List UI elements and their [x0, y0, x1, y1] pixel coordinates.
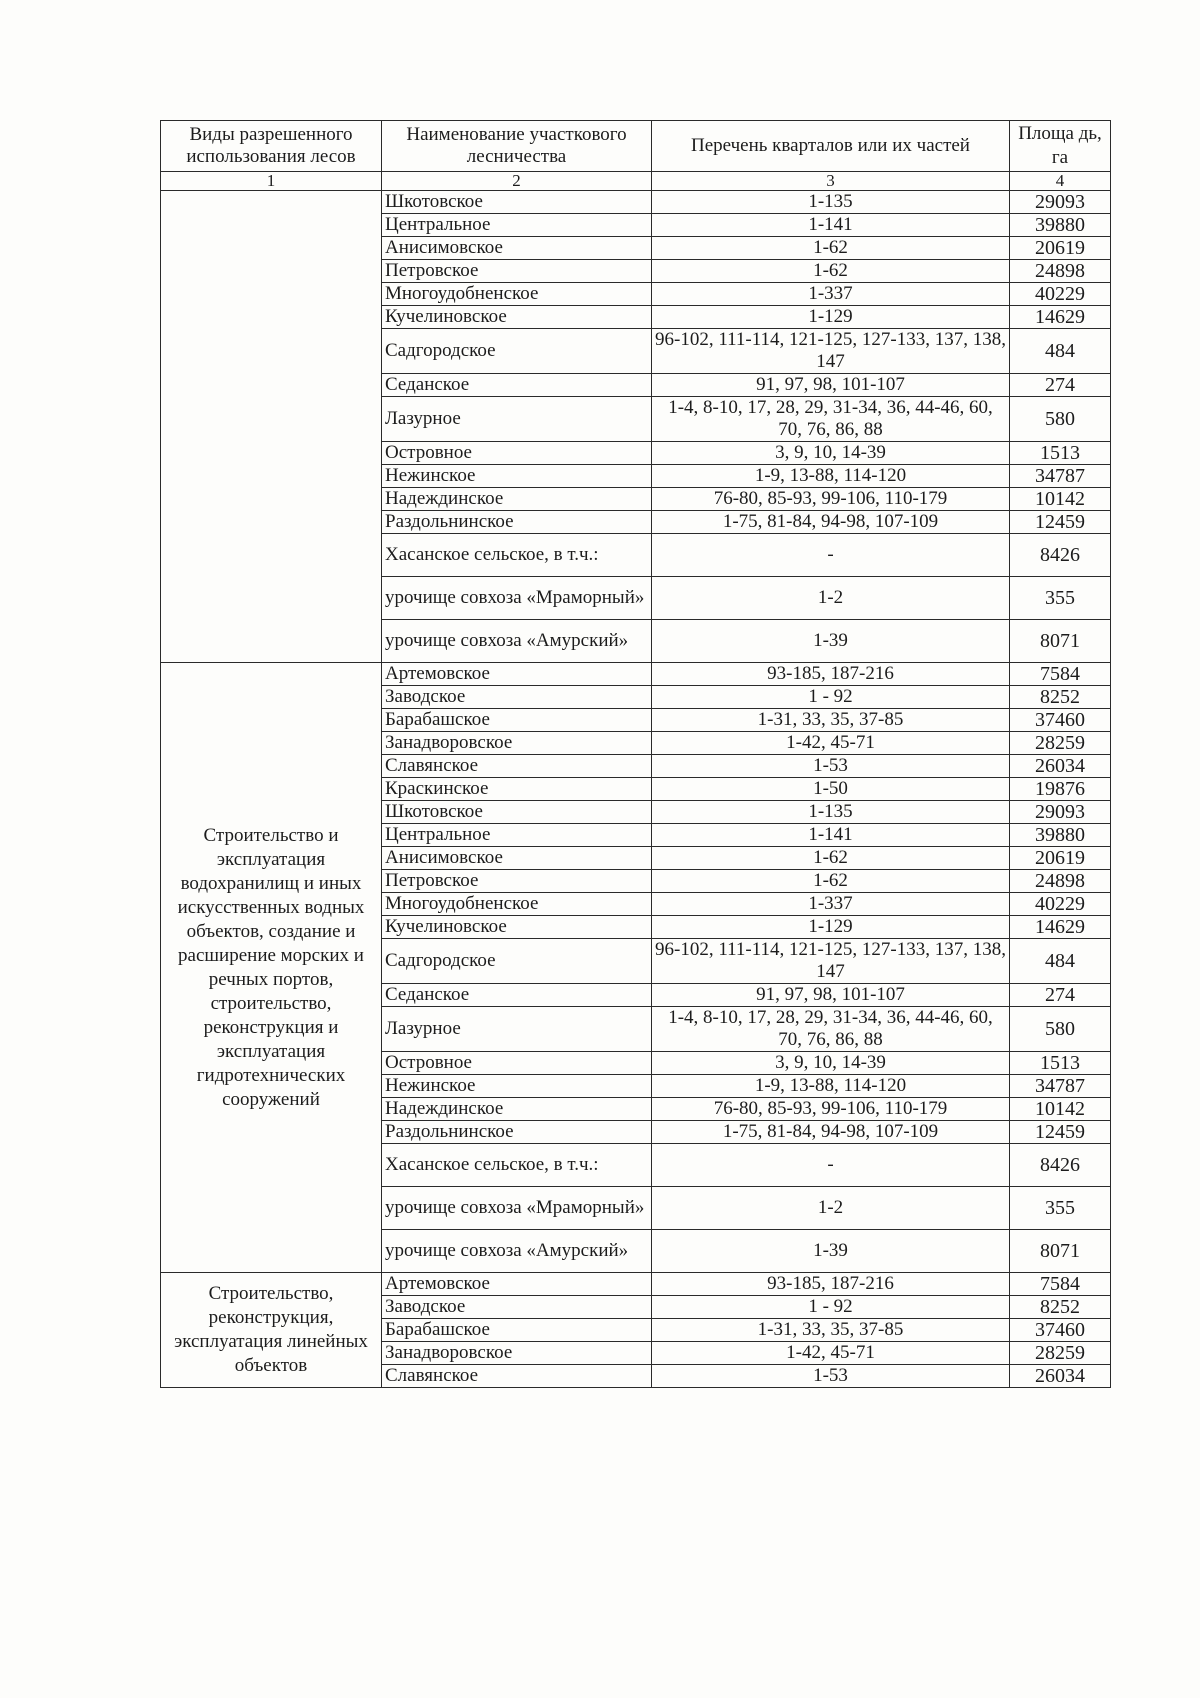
block-list-cell: 1-53 — [652, 755, 1010, 778]
district-name-cell: Заводское — [382, 686, 652, 709]
header-use-type: Виды разрешенного использования лесов — [161, 121, 382, 172]
district-name-cell: Краскинское — [382, 778, 652, 801]
area-cell: 8252 — [1010, 686, 1111, 709]
area-cell: 29093 — [1010, 801, 1111, 824]
block-list-cell: 1-141 — [652, 824, 1010, 847]
district-name-cell: Заводское — [382, 1296, 652, 1319]
block-list-cell: 3, 9, 10, 14-39 — [652, 1052, 1010, 1075]
district-name-cell: Анисимовское — [382, 237, 652, 260]
district-name-cell: Многоудобненское — [382, 893, 652, 916]
area-cell: 14629 — [1010, 916, 1111, 939]
area-cell: 8426 — [1010, 534, 1111, 577]
area-cell: 24898 — [1010, 870, 1111, 893]
block-list-cell: 1-62 — [652, 260, 1010, 283]
district-name-cell: Барабашское — [382, 709, 652, 732]
district-name-cell: Центральное — [382, 214, 652, 237]
block-list-cell: 1-62 — [652, 847, 1010, 870]
block-list-cell: 1-4, 8-10, 17, 28, 29, 31-34, 36, 44-46, 60, 70, 76, 86, 88 — [652, 397, 1010, 442]
area-cell: 7584 — [1010, 663, 1111, 686]
district-name-cell: Занадворовское — [382, 1342, 652, 1365]
area-cell: 12459 — [1010, 1121, 1111, 1144]
area-cell: 580 — [1010, 397, 1111, 442]
block-list-cell: 1 - 92 — [652, 1296, 1010, 1319]
area-cell: 8071 — [1010, 620, 1111, 663]
area-cell: 37460 — [1010, 1319, 1111, 1342]
block-list-cell: 93-185, 187-216 — [652, 1273, 1010, 1296]
use-type-cell — [161, 191, 382, 663]
block-list-cell: 1-53 — [652, 1365, 1010, 1388]
district-name-cell: Артемовское — [382, 1273, 652, 1296]
area-cell: 19876 — [1010, 778, 1111, 801]
area-cell: 14629 — [1010, 306, 1111, 329]
column-number: 1 — [161, 172, 382, 191]
area-cell: 1513 — [1010, 442, 1111, 465]
block-list-cell: 1-9, 13-88, 114-120 — [652, 465, 1010, 488]
block-list-cell: 1-2 — [652, 1187, 1010, 1230]
use-type-cell: Строительство, реконструкция, эксплуатация линейных объектов — [161, 1273, 382, 1388]
block-list-cell: 1-31, 33, 35, 37-85 — [652, 709, 1010, 732]
district-name-cell: Кучелиновское — [382, 306, 652, 329]
table-row — [161, 663, 1111, 686]
area-cell: 28259 — [1010, 1342, 1111, 1365]
block-list-cell: 93-185, 187-216 — [652, 663, 1010, 686]
district-name-cell: Многоудобненское — [382, 283, 652, 306]
header-block-list: Перечень кварталов или их частей — [652, 121, 1010, 172]
block-list-cell: 1-337 — [652, 893, 1010, 916]
area-cell: 1513 — [1010, 1052, 1111, 1075]
area-cell: 8426 — [1010, 1144, 1111, 1187]
district-name-cell: Раздольнинское — [382, 1121, 652, 1144]
area-cell: 274 — [1010, 984, 1111, 1007]
district-name-cell: Кучелиновское — [382, 916, 652, 939]
area-cell: 29093 — [1010, 191, 1111, 214]
district-name-cell: Садгородское — [382, 939, 652, 984]
area-cell: 20619 — [1010, 237, 1111, 260]
area-cell: 484 — [1010, 939, 1111, 984]
district-name-cell: Занадворовское — [382, 732, 652, 755]
block-list-cell: 1-31, 33, 35, 37-85 — [652, 1319, 1010, 1342]
district-name-cell: Шкотовское — [382, 801, 652, 824]
district-name-cell: Садгородское — [382, 329, 652, 374]
area-cell: 12459 — [1010, 511, 1111, 534]
block-list-cell: 1-62 — [652, 870, 1010, 893]
area-cell: 24898 — [1010, 260, 1111, 283]
area-cell: 39880 — [1010, 214, 1111, 237]
block-list-cell: 1-50 — [652, 778, 1010, 801]
district-name-cell: Хасанское сельское, в т.ч.: — [382, 1144, 652, 1187]
area-cell: 34787 — [1010, 465, 1111, 488]
district-name-cell: Петровское — [382, 870, 652, 893]
district-name-cell: Нежинское — [382, 1075, 652, 1098]
district-name-cell: Раздольнинское — [382, 511, 652, 534]
district-name-cell: Надеждинское — [382, 1098, 652, 1121]
district-name-cell: Славянское — [382, 755, 652, 778]
block-list-cell: 1 - 92 — [652, 686, 1010, 709]
area-cell: 355 — [1010, 577, 1111, 620]
area-cell: 8252 — [1010, 1296, 1111, 1319]
block-list-cell: 1-75, 81-84, 94-98, 107-109 — [652, 1121, 1010, 1144]
block-list-cell: 1-135 — [652, 191, 1010, 214]
block-list-cell: 76-80, 85-93, 99-106, 110-179 — [652, 1098, 1010, 1121]
block-list-cell: 91, 97, 98, 101-107 — [652, 984, 1010, 1007]
use-type-cell: Строительство и эксплуатация водохранилищ и иных искусственных водных объектов, создание и расширение морских и речных портов, строительство, реконструкция и эксплуатация гидротехнических сооружений — [161, 663, 382, 1273]
area-cell: 26034 — [1010, 755, 1111, 778]
area-cell: 40229 — [1010, 893, 1111, 916]
area-cell: 7584 — [1010, 1273, 1111, 1296]
district-name-cell: урочище совхоза «Мраморный» — [382, 1187, 652, 1230]
area-cell: 40229 — [1010, 283, 1111, 306]
block-list-cell: 1-129 — [652, 306, 1010, 329]
district-name-cell: Центральное — [382, 824, 652, 847]
area-cell: 484 — [1010, 329, 1111, 374]
block-list-cell: 3, 9, 10, 14-39 — [652, 442, 1010, 465]
column-number-row — [161, 172, 1111, 191]
district-name-cell: Хасанское сельское, в т.ч.: — [382, 534, 652, 577]
block-list-cell: 1-9, 13-88, 114-120 — [652, 1075, 1010, 1098]
block-list-cell: - — [652, 534, 1010, 577]
table-body — [161, 191, 1111, 1388]
block-list-cell: 1-4, 8-10, 17, 28, 29, 31-34, 36, 44-46, 60, 70, 76, 86, 88 — [652, 1007, 1010, 1052]
block-list-cell: 1-62 — [652, 237, 1010, 260]
block-list-cell: 1-75, 81-84, 94-98, 107-109 — [652, 511, 1010, 534]
district-name-cell: Лазурное — [382, 397, 652, 442]
area-cell: 37460 — [1010, 709, 1111, 732]
district-name-cell: Артемовское — [382, 663, 652, 686]
district-name-cell: Островное — [382, 1052, 652, 1075]
forest-use-table — [160, 120, 1111, 1388]
district-name-cell: Седанское — [382, 374, 652, 397]
block-list-cell: 1-2 — [652, 577, 1010, 620]
area-cell: 355 — [1010, 1187, 1111, 1230]
district-name-cell: урочище совхоза «Амурский» — [382, 620, 652, 663]
table-row — [161, 1273, 1111, 1296]
area-cell: 39880 — [1010, 824, 1111, 847]
block-list-cell: 76-80, 85-93, 99-106, 110-179 — [652, 488, 1010, 511]
block-list-cell: 1-39 — [652, 1230, 1010, 1273]
area-cell: 20619 — [1010, 847, 1111, 870]
table-row — [161, 191, 1111, 214]
block-list-cell: 1-129 — [652, 916, 1010, 939]
district-name-cell: Петровское — [382, 260, 652, 283]
block-list-cell: 96-102, 111-114, 121-125, 127-133, 137, 138, 147 — [652, 939, 1010, 984]
header-area: Площа дь, га — [1010, 121, 1111, 172]
area-cell: 580 — [1010, 1007, 1111, 1052]
block-list-cell: 1-42, 45-71 — [652, 1342, 1010, 1365]
header-row — [161, 121, 1111, 172]
district-name-cell: урочище совхоза «Мраморный» — [382, 577, 652, 620]
header-district-name: Наименование участкового лесничества — [382, 121, 652, 172]
column-number: 4 — [1010, 172, 1111, 191]
column-number: 3 — [652, 172, 1010, 191]
block-list-cell: 1-337 — [652, 283, 1010, 306]
block-list-cell: 1-39 — [652, 620, 1010, 663]
area-cell: 28259 — [1010, 732, 1111, 755]
area-cell: 8071 — [1010, 1230, 1111, 1273]
district-name-cell: Анисимовское — [382, 847, 652, 870]
district-name-cell: урочище совхоза «Амурский» — [382, 1230, 652, 1273]
area-cell: 26034 — [1010, 1365, 1111, 1388]
area-cell: 34787 — [1010, 1075, 1111, 1098]
block-list-cell: 1-42, 45-71 — [652, 732, 1010, 755]
district-name-cell: Барабашское — [382, 1319, 652, 1342]
block-list-cell: 96-102, 111-114, 121-125, 127-133, 137, 138, 147 — [652, 329, 1010, 374]
block-list-cell: 91, 97, 98, 101-107 — [652, 374, 1010, 397]
block-list-cell: 1-141 — [652, 214, 1010, 237]
district-name-cell: Нежинское — [382, 465, 652, 488]
district-name-cell: Славянское — [382, 1365, 652, 1388]
block-list-cell: - — [652, 1144, 1010, 1187]
district-name-cell: Островное — [382, 442, 652, 465]
district-name-cell: Шкотовское — [382, 191, 652, 214]
area-cell: 10142 — [1010, 1098, 1111, 1121]
district-name-cell: Лазурное — [382, 1007, 652, 1052]
area-cell: 274 — [1010, 374, 1111, 397]
district-name-cell: Седанское — [382, 984, 652, 1007]
column-number: 2 — [382, 172, 652, 191]
block-list-cell: 1-135 — [652, 801, 1010, 824]
district-name-cell: Надеждинское — [382, 488, 652, 511]
area-cell: 10142 — [1010, 488, 1111, 511]
